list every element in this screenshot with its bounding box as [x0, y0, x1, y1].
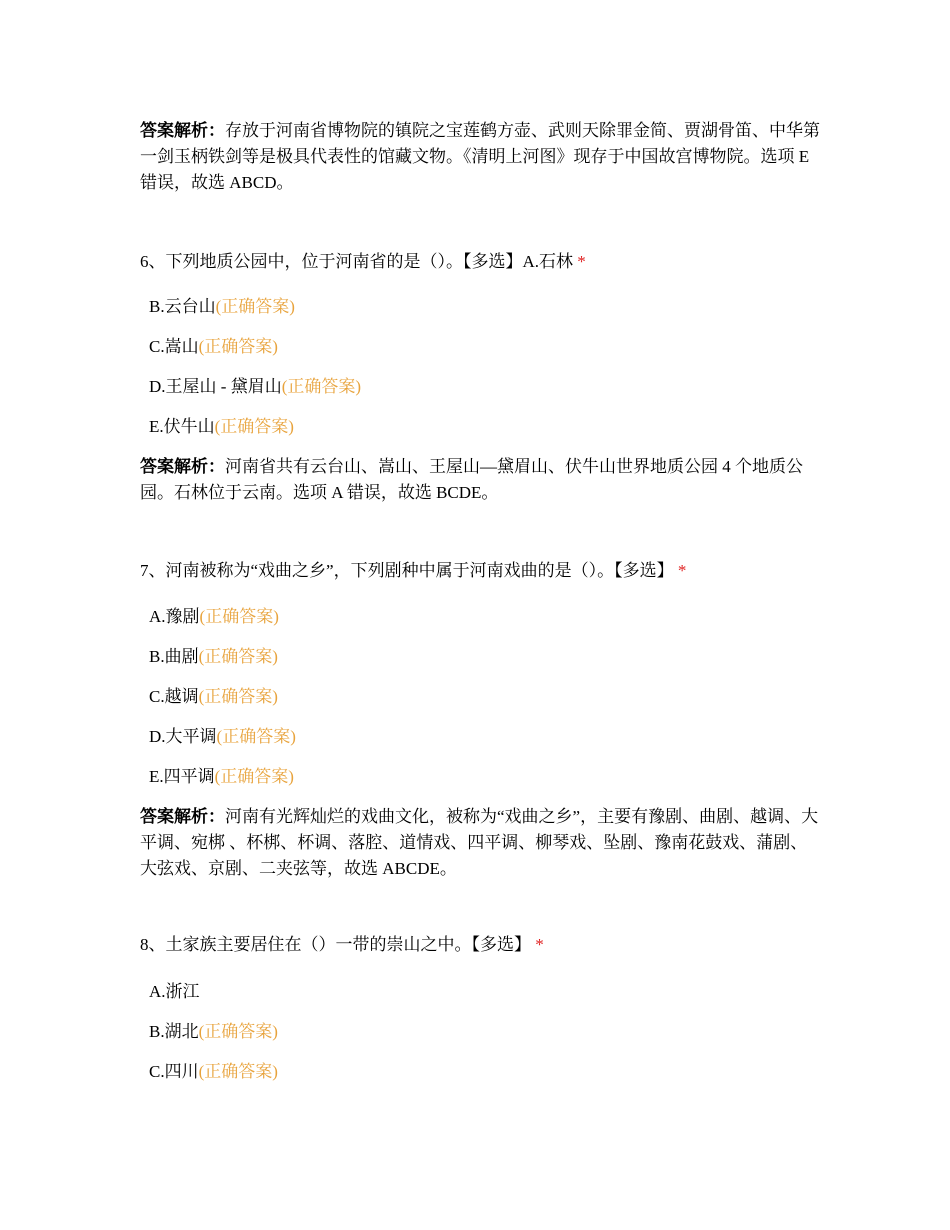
correct-answer-tag: (正确答案) [214, 417, 294, 436]
correct-answer-tag: (正确答案) [198, 1022, 278, 1041]
q7-explanation [140, 804, 820, 882]
question-8 [140, 933, 820, 957]
option-label: B.湖北 [149, 1022, 199, 1041]
q8-option-c[interactable] [140, 1060, 820, 1084]
explanation-label: 答案解析： [140, 457, 225, 476]
option-label: E.四平调 [149, 767, 215, 786]
q6-option-c[interactable] [140, 335, 820, 359]
option-label: C.四川 [149, 1062, 199, 1081]
correct-answer-tag: (正确答案) [216, 727, 296, 746]
option-label: E.伏牛山 [149, 417, 215, 436]
explanation-text: 河南有光辉灿烂的戏曲文化，被称为“戏曲之乡”，主要有豫剧、曲剧、越调、大平调、宛梆 、杯梆、杯调、落腔、道情戏、四平调、柳琴戏、坠剧、豫南花鼓戏、蒲剧、大弦戏、京剧、二夹弦等，故选 ABCDE。 [140, 807, 819, 878]
q6-option-e[interactable] [140, 415, 820, 439]
q6-option-d[interactable] [140, 375, 820, 399]
correct-answer-tag: (正确答案) [199, 607, 279, 626]
explanation-label: 答案解析： [140, 121, 225, 140]
question-title: 7、河南被称为“戏曲之乡”，下列剧种中属于河南戏曲的是（）。【多选】 [140, 561, 674, 580]
option-label: D.大平调 [149, 727, 217, 746]
q7-option-c[interactable] [140, 685, 820, 709]
option-label: B.曲剧 [149, 647, 199, 666]
correct-answer-tag: (正确答案) [198, 687, 278, 706]
option-label: A.豫剧 [149, 607, 200, 626]
question-title: 8、土家族主要居住在（）一带的崇山之中。【多选】 [140, 935, 531, 954]
option-label: A.浙江 [149, 982, 200, 1001]
required-star: * [577, 252, 586, 271]
q6-explanation [140, 454, 820, 506]
q8-option-a[interactable] [140, 980, 820, 1004]
correct-answer-tag: (正确答案) [215, 297, 295, 316]
correct-answer-tag: (正确答案) [198, 337, 278, 356]
explanation-text: 河南省共有云台山、嵩山、王屋山—黛眉山、伏牛山世界地质公园 4 个地质公园。石林位于云南。选项 A 错误，故选 BCDE。 [140, 457, 803, 502]
option-label: D.王屋山 - 黛眉山 [149, 377, 282, 396]
required-star: * [677, 561, 687, 580]
q7-option-e[interactable] [140, 765, 820, 789]
question-7 [140, 559, 820, 583]
question-6 [140, 250, 820, 274]
q5-explanation [140, 118, 820, 196]
option-label: C.越调 [149, 687, 199, 706]
q7-option-a[interactable] [140, 605, 820, 629]
correct-answer-tag: (正确答案) [198, 647, 278, 666]
required-star: * [535, 935, 544, 954]
q8-option-b[interactable] [140, 1020, 820, 1044]
correct-answer-tag: (正确答案) [214, 767, 294, 786]
question-title: 6、下列地质公园中，位于河南省的是（）。【多选】A.石林 [140, 252, 574, 271]
correct-answer-tag: (正确答案) [198, 1062, 278, 1081]
q7-option-d[interactable] [140, 725, 820, 749]
q7-option-b[interactable] [140, 645, 820, 669]
option-label: C.嵩山 [149, 337, 199, 356]
q6-option-b[interactable] [140, 295, 820, 319]
explanation-label: 答案解析： [140, 807, 225, 826]
correct-answer-tag: (正确答案) [281, 377, 362, 396]
option-label: B.云台山 [149, 297, 216, 316]
explanation-text: 存放于河南省博物院的镇院之宝莲鹤方壶、武则天除罪金简、贾湖骨笛、中华第一剑玉柄铁剑等是极具代表性的馆藏文物。《清明上河图》现存于中国故宫博物院。选项 E 错误，故选 ABCD。 [140, 121, 820, 192]
